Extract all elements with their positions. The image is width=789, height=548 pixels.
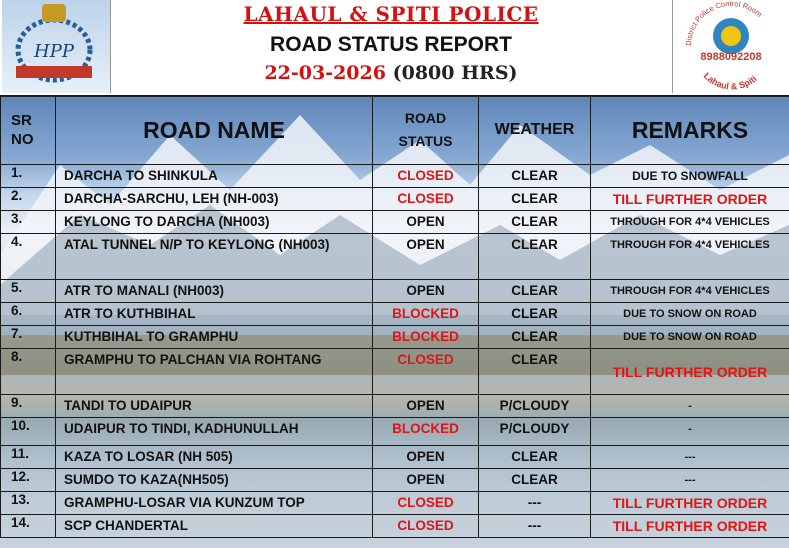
row-sr-number: 4. xyxy=(1,234,56,280)
row-road-status: OPEN xyxy=(373,446,479,469)
row-remarks: TILL FURTHER ORDER xyxy=(591,349,789,395)
row-road-status: OPEN xyxy=(373,395,479,418)
row-road-status: CLOSED xyxy=(373,492,479,515)
row-remarks: DUE TO SNOW ON ROAD xyxy=(591,303,789,326)
logo-phone-text: 8988092208 xyxy=(700,51,762,63)
row-weather: CLEAR xyxy=(479,211,591,234)
row-road-name: GRAMPHU-LOSAR VIA KUNZUM TOP xyxy=(56,492,373,515)
row-weather: CLEAR xyxy=(479,165,591,188)
row-weather: CLEAR xyxy=(479,349,591,395)
row-weather: P/CLOUDY xyxy=(479,395,591,418)
hp-police-logo xyxy=(2,0,111,93)
row-remarks: TILL FURTHER ORDER xyxy=(591,515,789,538)
table-row xyxy=(1,349,789,395)
row-weather: CLEAR xyxy=(479,326,591,349)
row-sr-number: 7. xyxy=(1,326,56,349)
table-row xyxy=(1,165,789,188)
col-header-sr: SR NO xyxy=(1,96,56,165)
row-sr-number: 10. xyxy=(1,418,56,446)
row-remarks: DUE TO SNOW ON ROAD xyxy=(591,326,789,349)
col-header-status: ROAD STATUS xyxy=(373,96,479,165)
table-row xyxy=(1,418,789,446)
logo-ring-top-text: District Police Control Room xyxy=(683,0,764,47)
row-sr-number: 5. xyxy=(1,280,56,303)
col-header-weather: WEATHER xyxy=(479,96,591,165)
row-road-status: BLOCKED xyxy=(373,326,479,349)
report-title: ROAD STATUS REPORT xyxy=(270,33,512,56)
row-sr-number: 13. xyxy=(1,492,56,515)
report-time: (0800 HRS) xyxy=(392,62,518,84)
row-sr-number: 11. xyxy=(1,446,56,469)
logo-text: HPP xyxy=(34,41,74,62)
col-header-road: ROAD NAME xyxy=(56,96,373,165)
row-road-status: CLOSED xyxy=(373,165,479,188)
row-weather: CLEAR xyxy=(479,234,591,280)
table-header-row xyxy=(1,96,789,165)
row-road-name: SUMDO TO KAZA(NH505) xyxy=(56,469,373,492)
row-road-name: ATAL TUNNEL N/P TO KEYLONG (NH003) xyxy=(56,234,373,280)
row-weather: CLEAR xyxy=(479,469,591,492)
row-remarks: THROUGH FOR 4*4 VEHICLES xyxy=(591,234,789,280)
table-row xyxy=(1,446,789,469)
row-weather: P/CLOUDY xyxy=(479,418,591,446)
table-body xyxy=(1,165,789,538)
report-date: 22-03-2026 xyxy=(264,62,386,84)
row-sr-number: 1. xyxy=(1,165,56,188)
row-remarks: - xyxy=(591,418,789,446)
row-road-name: DARCHA TO SHINKULA xyxy=(56,165,373,188)
table-row xyxy=(1,303,789,326)
row-road-name: GRAMPHU TO PALCHAN VIA ROHTANG xyxy=(56,349,373,395)
row-weather: CLEAR xyxy=(479,446,591,469)
row-sr-number: 14. xyxy=(1,515,56,538)
row-road-status: OPEN xyxy=(373,280,479,303)
row-sr-number: 8. xyxy=(1,349,56,395)
table-row xyxy=(1,515,789,538)
row-remarks: --- xyxy=(591,469,789,492)
table-row xyxy=(1,280,789,303)
row-sr-number: 2. xyxy=(1,188,56,211)
svg-text:Lahaul & Spiti xyxy=(702,71,759,92)
row-road-status: OPEN xyxy=(373,234,479,280)
table-row xyxy=(1,492,789,515)
org-title: LAHAUL & SPITI POLICE xyxy=(243,2,539,26)
table-row xyxy=(1,211,789,234)
row-remarks: TILL FURTHER ORDER xyxy=(591,188,789,211)
road-status-table xyxy=(0,95,789,538)
row-road-name: TANDI TO UDAIPUR xyxy=(56,395,373,418)
row-road-status: CLOSED xyxy=(373,349,479,395)
row-remarks: TILL FURTHER ORDER xyxy=(591,492,789,515)
report-datetime xyxy=(110,62,672,84)
row-road-status: CLOSED xyxy=(373,515,479,538)
row-remarks: --- xyxy=(591,446,789,469)
row-sr-number: 3. xyxy=(1,211,56,234)
table-row xyxy=(1,326,789,349)
row-road-status: OPEN xyxy=(373,469,479,492)
row-remarks: DUE TO SNOWFALL xyxy=(591,165,789,188)
row-remarks: THROUGH FOR 4*4 VEHICLES xyxy=(591,280,789,303)
row-weather: CLEAR xyxy=(479,303,591,326)
row-road-name: ATR TO KUTHBIHAL xyxy=(56,303,373,326)
table-row xyxy=(1,234,789,280)
row-road-status: OPEN xyxy=(373,211,479,234)
row-road-name: SCP CHANDERTAL xyxy=(56,515,373,538)
table-row xyxy=(1,469,789,492)
table-row xyxy=(1,188,789,211)
row-road-status: BLOCKED xyxy=(373,418,479,446)
control-room-logo xyxy=(672,0,789,93)
police-emblem-icon xyxy=(2,0,110,93)
row-road-status: CLOSED xyxy=(373,188,479,211)
row-weather: --- xyxy=(479,515,591,538)
col-header-remarks: REMARKS xyxy=(591,96,789,165)
row-sr-number: 12. xyxy=(1,469,56,492)
row-remarks: THROUGH FOR 4*4 VEHICLES xyxy=(591,211,789,234)
row-road-name: ATR TO MANALI (NH003) xyxy=(56,280,373,303)
row-sr-number: 6. xyxy=(1,303,56,326)
row-weather: --- xyxy=(479,492,591,515)
row-road-name: UDAIPUR TO TINDI, KADHUNULLAH xyxy=(56,418,373,446)
row-road-name: KAZA TO LOSAR (NH 505) xyxy=(56,446,373,469)
table-row xyxy=(1,395,789,418)
row-sr-number: 9. xyxy=(1,395,56,418)
row-road-name: KEYLONG TO DARCHA (NH003) xyxy=(56,211,373,234)
logo-ring-bottom-text: Lahaul & Spiti xyxy=(701,70,759,92)
row-road-name: KUTHBIHAL TO GRAMPHU xyxy=(56,326,373,349)
row-weather: CLEAR xyxy=(479,188,591,211)
report-header xyxy=(0,0,789,97)
row-road-name: DARCHA-SARCHU, LEH (NH-003) xyxy=(56,188,373,211)
row-road-status: BLOCKED xyxy=(373,303,479,326)
row-weather: CLEAR xyxy=(479,280,591,303)
row-remarks: - xyxy=(591,395,789,418)
control-room-emblem-icon xyxy=(673,0,789,93)
